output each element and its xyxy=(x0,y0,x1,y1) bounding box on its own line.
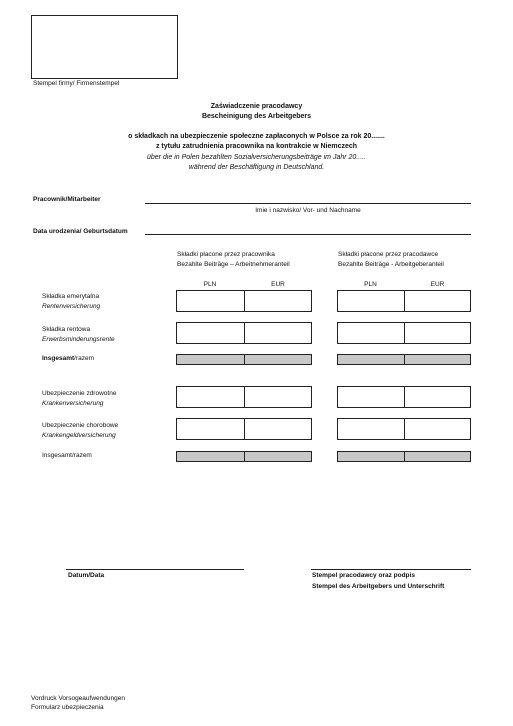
total-1-employer-pln xyxy=(338,355,404,364)
subtitle-line-3: über die in Polen bezahlten Sozialversicherungsbeiträge im Jahr 20..... xyxy=(146,154,367,161)
pension-employer-pln-field[interactable] xyxy=(338,291,404,311)
total-1-employee-fields xyxy=(176,354,312,365)
title-de: Bescheinigung des Arbeitgebers xyxy=(201,113,312,120)
currency-eur-employee: EUR xyxy=(271,281,285,288)
sickness-employee-pln-field[interactable] xyxy=(177,419,244,439)
total-2-label: Insgesamt/razem xyxy=(42,452,92,459)
sickness-employer-pln-field[interactable] xyxy=(338,419,404,439)
sickness-employee-eur-field[interactable] xyxy=(244,419,312,439)
employee-name-line[interactable] xyxy=(145,203,471,204)
health-employee-eur-field[interactable] xyxy=(244,387,312,407)
disability-label-pl: Składka rentowa xyxy=(42,326,91,333)
stamp-label: Stempel firmy/ Firmenstempel xyxy=(33,80,120,87)
total-1-employer-eur xyxy=(404,355,471,364)
health-employer-eur-field[interactable] xyxy=(404,387,471,407)
total-1-label-suffix: /razem xyxy=(74,355,95,362)
pension-employee-pln-field[interactable] xyxy=(177,291,244,311)
total-1-employer-fields xyxy=(337,354,471,365)
sickness-employer-fields[interactable] xyxy=(337,418,471,440)
signature-line[interactable] xyxy=(311,569,471,570)
pension-employer-eur-field[interactable] xyxy=(404,291,471,311)
signature-label-de: Stempel des Arbeitgebers und Unterschrift xyxy=(312,583,445,590)
disability-label-de: Erwerbsminderungsrente xyxy=(42,336,115,343)
company-stamp-box xyxy=(31,15,178,79)
disability-employee-pln-field[interactable] xyxy=(177,323,244,343)
signature-label-pl: Stempel pracodawcy oraz podpis xyxy=(312,572,415,579)
total-2-employee-eur xyxy=(244,452,312,461)
employee-label: Pracownik/Mitarbeiter xyxy=(33,196,101,203)
total-2-employee-pln xyxy=(177,452,244,461)
date-label: Datum/Data xyxy=(68,572,105,579)
subtitle-line-4: während der Beschäftigung in Deutschland. xyxy=(188,164,325,171)
total-1-employee-pln xyxy=(177,355,244,364)
dob-line[interactable] xyxy=(145,234,471,235)
health-employee-fields[interactable] xyxy=(176,386,312,408)
total-1-employee-eur xyxy=(244,355,312,364)
employer-column-header-pl: Składki płacone przez pracodawce xyxy=(338,251,439,258)
currency-eur-employer: EUR xyxy=(430,281,445,288)
health-employer-pln-field[interactable] xyxy=(338,387,404,407)
footer-line-1: Vordruck Vorsogeaufwendungen xyxy=(31,695,125,702)
sickness-label-pl: Ubezpieczenie chorobowe xyxy=(42,422,119,429)
subtitle-line-2: z tytułu zatrudnienia pracownika na kontrakcie w Niemczech xyxy=(155,143,358,150)
total-1-label xyxy=(42,355,94,363)
employee-column-header-pl: Składki płacone przez pracownika xyxy=(177,251,275,258)
disability-employer-fields[interactable] xyxy=(337,322,471,344)
dob-label: Data urodzenia/ Geburtsdatum xyxy=(33,228,128,235)
health-employee-pln-field[interactable] xyxy=(177,387,244,407)
total-1-label-bold: Insgesamt xyxy=(42,355,75,362)
disability-employer-eur-field[interactable] xyxy=(404,323,471,343)
disability-employee-eur-field[interactable] xyxy=(244,323,312,343)
footer-line-2: Formularz ubezpieczenia xyxy=(31,704,104,711)
sickness-label-de: Krankengeldversicherung xyxy=(42,432,116,439)
total-2-employer-eur xyxy=(404,452,471,461)
health-label-pl: Ubezpieczenie zdrowotne xyxy=(42,390,117,397)
pension-employer-fields[interactable] xyxy=(337,290,471,312)
name-caption: Imie i nazwisko/ Vor- und Nachname xyxy=(255,207,361,214)
employee-column-header-de: Bezahlte Beiträge – Arbeitnehmeranteil xyxy=(177,261,290,268)
total-2-employer-fields xyxy=(337,451,471,462)
employer-column-header-de: Bezahlte Beiträge - Arbeitgeberanteil xyxy=(338,261,444,268)
pension-label-de: Rentenversicherung xyxy=(42,303,101,310)
health-employer-fields[interactable] xyxy=(337,386,471,408)
pension-label-pl: Składka emerytalna xyxy=(42,293,100,300)
currency-pln-employer: PLN xyxy=(364,281,377,288)
sickness-employer-eur-field[interactable] xyxy=(404,419,471,439)
pension-employee-fields[interactable] xyxy=(176,290,312,312)
total-2-employee-fields xyxy=(176,451,312,462)
title-pl: Zaświadczenie pracodawcy xyxy=(210,103,303,110)
disability-employer-pln-field[interactable] xyxy=(338,323,404,343)
currency-pln-employee: PLN xyxy=(203,281,217,288)
disability-employee-fields[interactable] xyxy=(176,322,312,344)
subtitle-line-1: o składkach na ubezpieczenie społeczne zapłaconych w Polsce za rok 20....... xyxy=(128,133,385,140)
sickness-employee-fields[interactable] xyxy=(176,418,312,440)
pension-employee-eur-field[interactable] xyxy=(244,291,312,311)
total-2-employer-pln xyxy=(338,452,404,461)
health-label-de: Krankenversicherung xyxy=(42,400,104,407)
date-line[interactable] xyxy=(66,569,244,570)
